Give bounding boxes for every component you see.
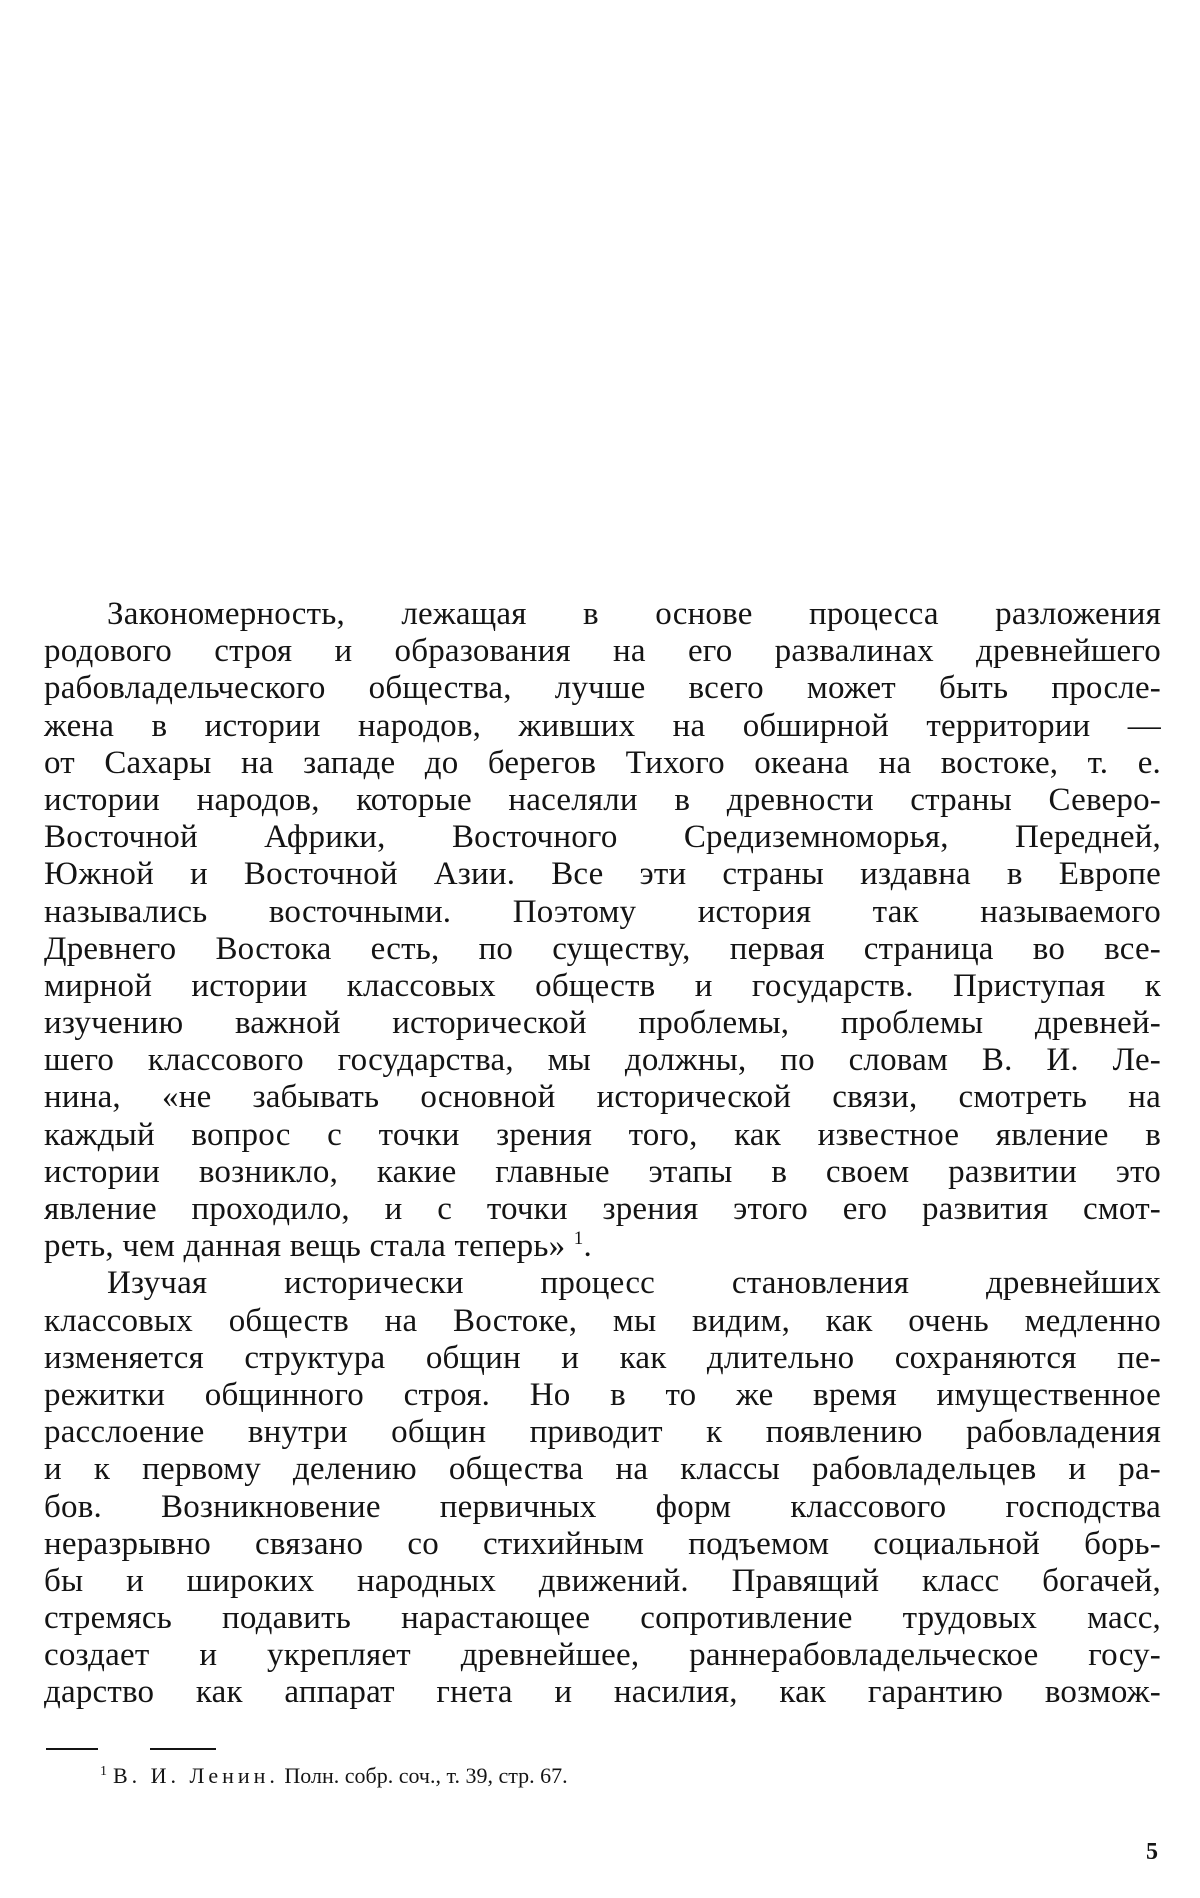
text-line-body: реть, чем данная вещь стала теперь» [44, 1228, 566, 1265]
text-line: назывались восточными. Поэтому история так называемого [44, 893, 1161, 930]
text-line: мирной истории классовых обществ и государств. Приступая к [44, 967, 1161, 1004]
text-line: расслоение внутри общин приводит к появлению рабовладения [44, 1414, 1161, 1451]
main-text [44, 596, 1161, 1712]
text-line: классовых обществ на Востоке, мы видим, как очень медленно [44, 1302, 1161, 1339]
footnote-author: В. И. Ленин. [113, 1763, 279, 1788]
page-number: 5 [1146, 1839, 1158, 1865]
text-line: Восточной Африки, Восточного Средиземноморья, Передней, [44, 819, 1161, 856]
footnote [100, 1761, 568, 1791]
footnote-mark: 1 [100, 1763, 107, 1779]
text-line: родового строя и образования на его развалинах древнейшего [44, 633, 1161, 670]
text-line: стремясь подавить нарастающее сопротивление трудовых масс, [44, 1600, 1161, 1637]
text-line: бов. Возникновение первичных форм классового господства [44, 1488, 1161, 1525]
text-line-with-footnote-ref [44, 1228, 1161, 1265]
text-line: Изучая исторически процесс становления древнейших [107, 1265, 1161, 1302]
text-line: каждый вопрос с точки зрения того, как известное явление в [44, 1116, 1161, 1153]
text-line: и к первому делению общества на классы рабовладельцев и ра- [44, 1451, 1161, 1488]
footnote-citation: Полн. собр. соч., т. 39, стр. 67. [284, 1763, 568, 1788]
text-line: создает и укрепляет древнейшее, раннерабовладельческое госу- [44, 1637, 1161, 1674]
footnote-reference[interactable]: 1 [573, 1228, 584, 1250]
text-line: изучению важной исторической проблемы, проблемы древней- [44, 1005, 1161, 1042]
text-line: явление проходило, и с точки зрения этого его развития смот- [44, 1191, 1161, 1227]
text-line: Древнего Востока есть, по существу, первая страница во все- [44, 930, 1161, 967]
text-line: режитки общинного строя. Но в то же время имущественное [44, 1376, 1161, 1413]
text-line: шего классового государства, мы должны, по словам В. И. Ле- [44, 1042, 1161, 1079]
text-line: истории возникло, какие главные этапы в своем развитии это [44, 1153, 1161, 1190]
text-line: дарство как аппарат гнета и насилия, как гарантию возмож- [44, 1674, 1161, 1711]
text-line: изменяется структура общин и как длительно сохраняются пе- [44, 1339, 1161, 1376]
text-line: неразрывно связано со стихийным подъемом социальной борь- [44, 1525, 1161, 1562]
text-line: нина, «не забывать основной исторической связи, смотреть на [44, 1079, 1161, 1116]
text-line: бы и широких народных движений. Правящий класс богачей, [44, 1562, 1161, 1599]
text-line: истории народов, которые населяли в древности страны Северо- [44, 781, 1161, 818]
text-line-end: . [583, 1228, 592, 1265]
text-line: рабовладельческого общества, лучше всего может быть просле- [44, 670, 1161, 707]
text-line: от Сахары на западе до берегов Тихого океана на востоке, т. е. [44, 744, 1161, 781]
footnote-separator [46, 1748, 216, 1750]
text-line: Закономерность, лежащая в основе процесса разложения [107, 596, 1161, 632]
text-line: жена в истории народов, живших на обширной территории — [44, 707, 1161, 744]
text-line: Южной и Восточной Азии. Все эти страны издавна в Европе [44, 856, 1161, 893]
